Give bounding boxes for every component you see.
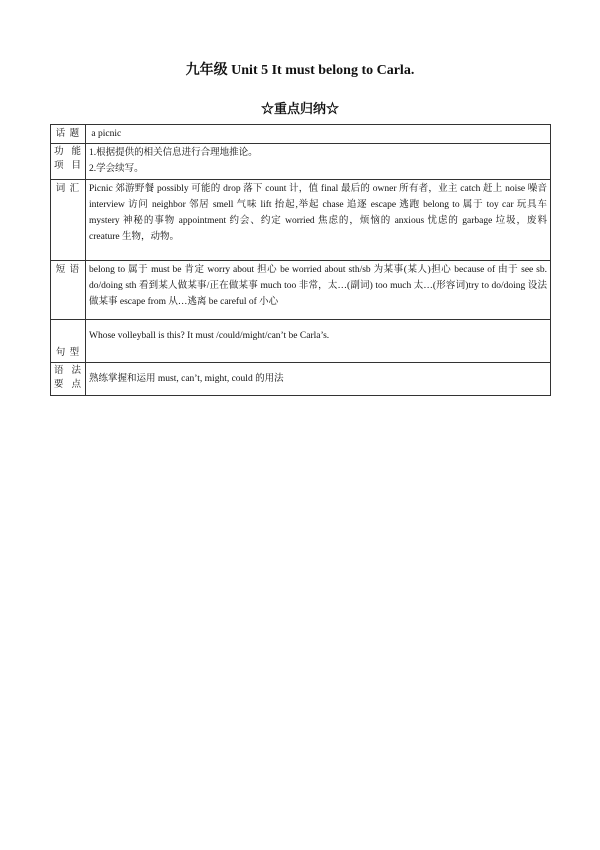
row-label: 话 题 xyxy=(51,125,86,144)
row-label: 句 型 xyxy=(51,320,86,363)
summary-table xyxy=(50,124,551,396)
row-content: a picnic xyxy=(86,125,551,144)
table-row-vocabulary xyxy=(51,180,551,261)
table-row-sentences xyxy=(51,320,551,363)
row-label: 短 语 xyxy=(51,261,86,320)
table-row-topic xyxy=(51,125,551,144)
row-content: belong to 属于 must be 肯定 worry about 担心 be worried about sth/sb 为某事(某人)担心 because of 由于 see sb. do/doing sth 看到某人做某事/正在做某事 much too 非常，太…(副词) too much 太…(形容词)try to do/doing 设法做某事 escape from 从…逃离 be careful of 小心 xyxy=(86,261,551,320)
table-row-grammar xyxy=(51,363,551,396)
row-label: 功 能 项 目 xyxy=(51,144,86,180)
page-title: 九年级 Unit 5 It must belong to Carla. xyxy=(185,63,415,78)
row-content: 熟练掌握和运用 must, can’t, might, could 的用法 xyxy=(86,363,551,396)
section-heading: ☆重点归纳☆ xyxy=(260,101,339,116)
row-label: 语 法 要 点 xyxy=(51,363,86,396)
table-row-phrases xyxy=(51,261,551,320)
table-row-function xyxy=(51,144,551,180)
row-label: 词 汇 xyxy=(51,180,86,261)
row-content: 1.根据提供的相关信息进行合理地推论。 2.学会续写。 xyxy=(86,144,551,180)
row-content: Picnic 郊游野餐 possibly 可能的 drop 落下 count 计，值 final 最后的 owner 所有者，业主 catch 赶上 noise 噪音 interview 访问 neighbor 邻居 smell 气味 lift 抬起,举起 chase 追逐 escape 逃跑 belong to 属于 toy car 玩具车 mystery 神秘的事物 appointment 约会、约定 worried 焦虑的，烦恼的 anxious 忧虑的 garbage 垃圾，废料 creature 生物，动物。 xyxy=(86,180,551,261)
row-content: Whose volleyball is this? It must /could/might/can’t be Carla’s. xyxy=(86,320,551,363)
